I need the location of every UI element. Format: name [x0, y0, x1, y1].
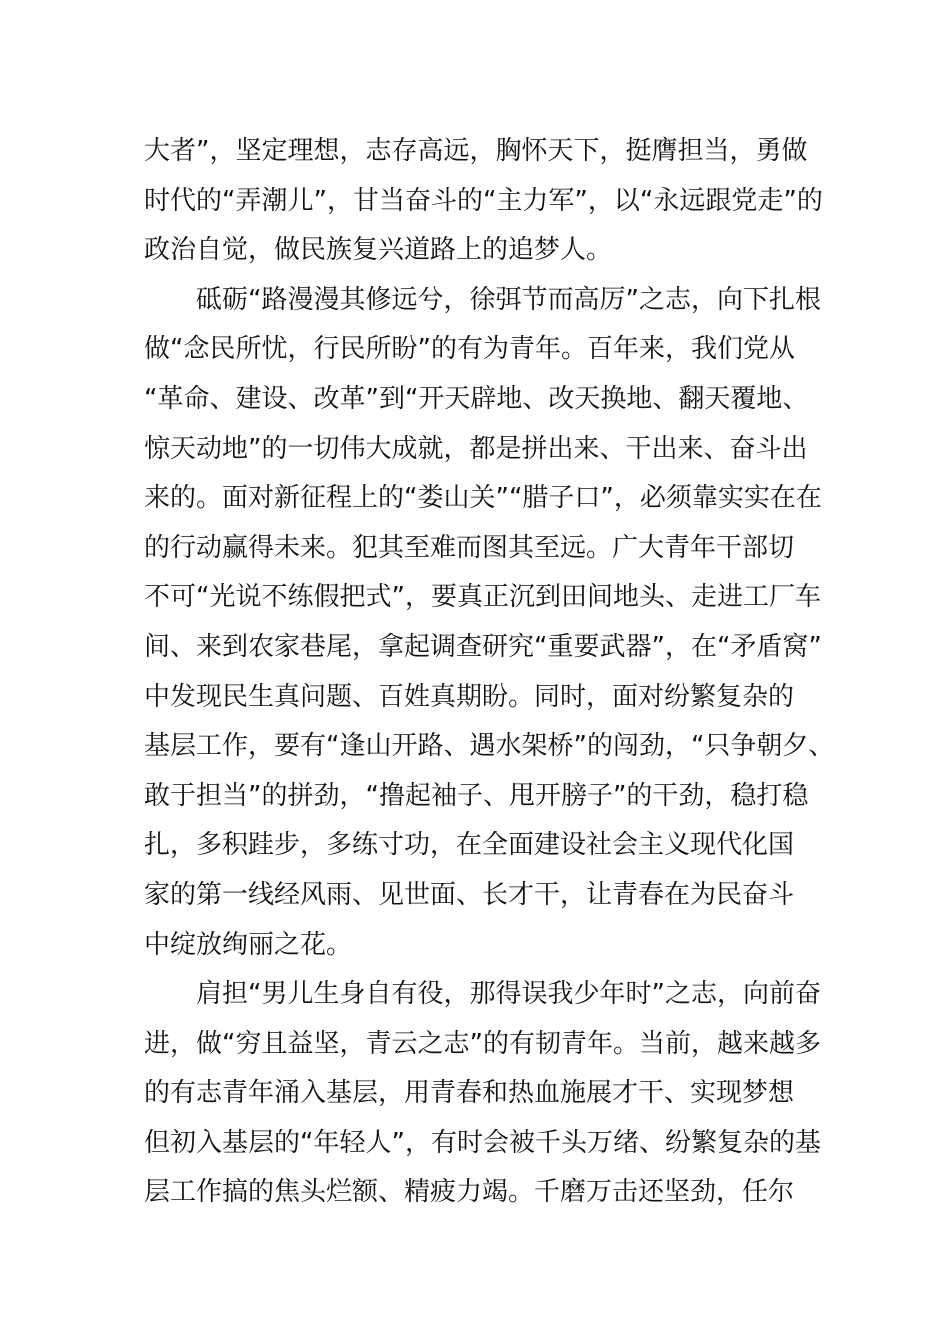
text-line-7: 惊天动地”的一切伟大成就，都是拼出来、干出来、奋斗出 — [144, 433, 808, 464]
text-line-11: 间、来到农家巷尾，拿起调查研究“重要武器”，在“矛盾窝” — [144, 631, 822, 662]
text-line-15: 扎，多积跬步，多练寸功，在全面建设社会主义现代化国 — [144, 830, 795, 861]
text-line-5: 做“念民所忧，行民所盼”的有为青年。百年来，我们党从 — [144, 334, 795, 365]
text-line-18: 肩担“男儿生身自有役，那得误我少年时”之志，向前奋 — [144, 979, 821, 1010]
text-line-16: 家的第一线经风雨、见世面、长才干，让青春在为民奋斗 — [144, 879, 795, 910]
text-line-9: 的行动赢得未来。犯其至难而图其至远。广大青年干部切 — [144, 532, 795, 563]
text-line-17: 中绽放绚丽之花。 — [144, 929, 353, 960]
text-line-21: 但初入基层的“年轻人”，有时会被千头万绪、纷繁复杂的基 — [144, 1127, 821, 1158]
text-line-20: 的有志青年涌入基层，用青春和热血施展才干、实现梦想 — [144, 1078, 795, 1109]
text-line-8: 来的。面对新征程上的“娄山关”“腊子口”，必须靠实实在在 — [144, 483, 822, 514]
text-line-4: 砥砺“路漫漫其修远兮，徐弭节而高厉”之志，向下扎根 — [144, 284, 821, 315]
body-text — [144, 127, 835, 1218]
text-line-14: 敢于担当”的拼劲，“撸起袖子、甩开膀子”的干劲，稳打稳 — [144, 780, 809, 811]
text-line-10: 不可“光说不练假把式”，要真正沉到田间地头、走进工厂车 — [144, 582, 821, 613]
text-line-13: 基层工作，要有“逢山开路、遇水架桥”的闯劲，“只争朝夕、 — [144, 731, 835, 762]
text-line-6: “革命、建设、改革”到“开天辟地、改天换地、翻天覆地、 — [144, 383, 809, 414]
text-line-22: 层工作搞的焦头烂额、精疲力竭。千磨万击还坚劲，任尔 — [144, 1177, 795, 1208]
text-line-3: 政治自觉，做民族复兴道路上的追梦人。 — [144, 235, 613, 266]
text-line-19: 进，做“穷且益坚，青云之志”的有韧青年。当前，越来越多 — [144, 1028, 821, 1059]
text-line-2: 时代的“弄潮儿”，甘当奋斗的“主力军”，以“永远跟党走”的 — [144, 185, 823, 216]
text-line-12: 中发现民生真问题、百姓真期盼。同时，面对纷繁复杂的 — [144, 681, 795, 712]
text-line-1: 大者”，坚定理想，志存高远，胸怀天下，挺膺担当，勇做 — [144, 136, 808, 166]
